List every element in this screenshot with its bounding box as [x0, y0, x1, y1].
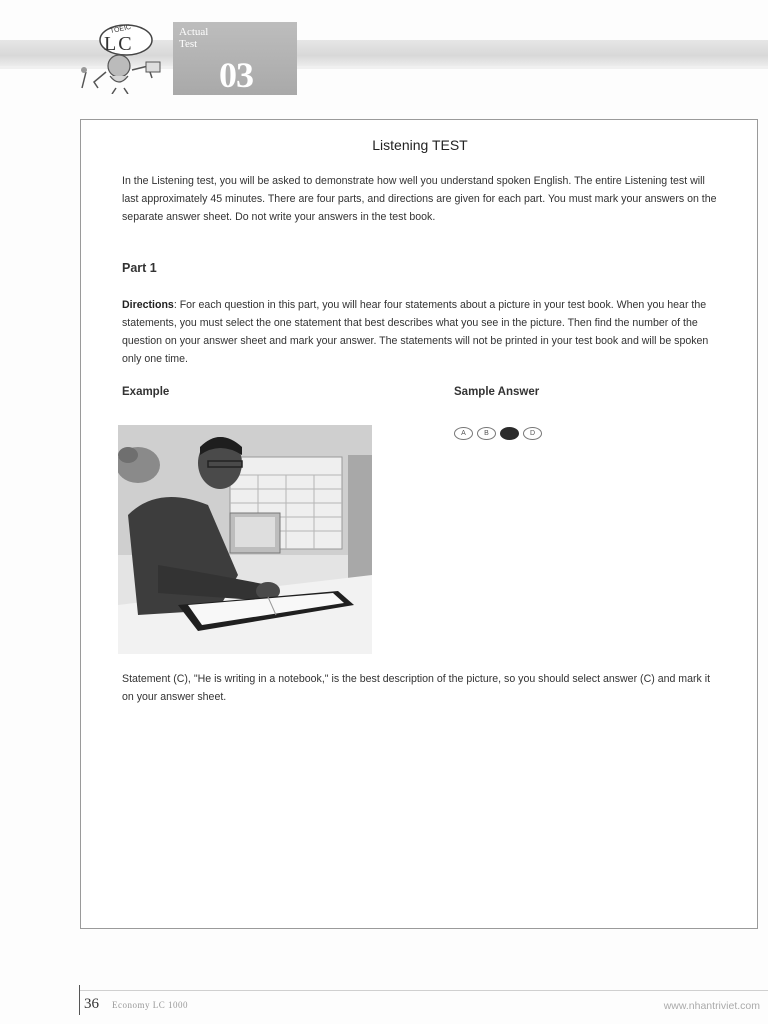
page-number: 36: [84, 996, 99, 1012]
answer-bubble-b: B: [477, 427, 496, 440]
logo-lc-text: LC: [104, 33, 134, 55]
statement-paragraph: Statement (C), "He is writing in a notebook," is the best description of the picture, so you should select answer (C) and mark it on your answer sheet.: [122, 673, 711, 703]
part-heading: Part 1: [122, 261, 157, 275]
actual-test-label: Actual Test: [179, 26, 209, 50]
footer-rule: [80, 990, 768, 991]
footer-tick: [79, 985, 80, 1015]
answer-bubble-c: C: [500, 427, 519, 440]
test-number: 03: [219, 55, 253, 95]
directions-label: Directions: [122, 299, 174, 311]
directions-text: : For each question in this part, you will hear four statements about a picture in your test book. When you hear the statements, you must select the one statement that best describes what you see in the picture. Then find the number of the question on your answer sheet and mark your answer. The statements will not be printed in your test book and will be spoken only one time.: [122, 299, 709, 365]
sample-answer-label: Sample Answer: [454, 386, 540, 398]
intro-paragraph: In the Listening test, you will be asked to demonstrate how well you understand spoken English. The entire Listening test will last approximately 45 minutes. There are four parts, and directions are given for each part. You must mark your answers on the separate answer sheet. Do not write your answers in the test book.: [122, 175, 717, 223]
example-label: Example: [122, 386, 170, 398]
website-url: www.nhantriviet.com: [663, 1000, 760, 1012]
book-title: Economy LC 1000: [112, 1000, 188, 1010]
answer-bubbles: [454, 427, 542, 440]
logo-toeic-text: TOEIC: [109, 23, 132, 36]
directions-paragraph: [122, 296, 721, 368]
answer-bubble-a: A: [454, 427, 473, 440]
content-frame: [80, 119, 758, 929]
actual-test-badge: [173, 22, 297, 95]
example-photo: [118, 425, 372, 654]
answer-bubble-d: D: [523, 427, 542, 440]
page-title: Listening TEST: [372, 137, 468, 153]
